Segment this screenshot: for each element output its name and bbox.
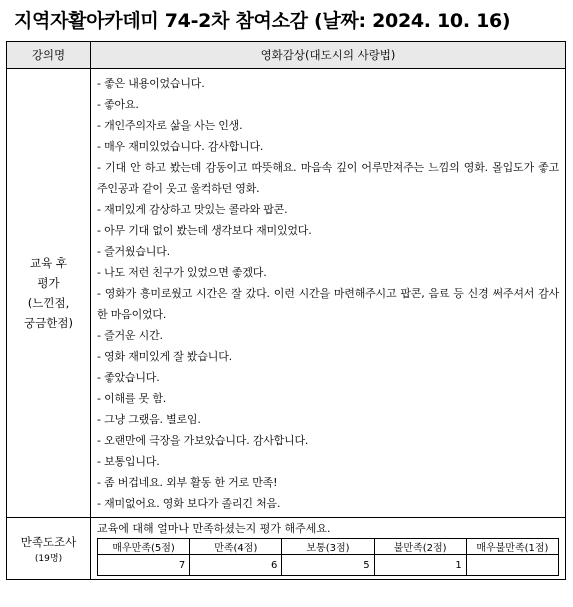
rating-header-row (98, 539, 559, 555)
comment-item: - 재미없어요. 영화 보다가 졸리긴 처음. (97, 497, 281, 510)
respondent-count: (19명) (34, 553, 63, 564)
lecture-title: 영화감상(대도시의 사랑법) (91, 42, 566, 69)
comment-item: - 영화가 흥미로웠고 시간은 잘 갔다. 이런 시간을 마련해주시고 팝콘, 음료 등 신경 써주셔서 감사한 마음이었다. (97, 287, 559, 321)
rating-header: 매우만족(5점) (98, 539, 190, 555)
comment-item: - 이해를 못 함. (97, 392, 167, 405)
satisfaction-label-text: 만족도조사 (20, 534, 77, 549)
comment-item: - 재미있게 감상하고 맛있는 콜라와 팝콘. (97, 203, 288, 216)
eval-label-line: 궁금한점) (24, 316, 73, 330)
comment-item: - 좀 버겁네요. 외부 활동 한 거로 만족! (97, 476, 278, 489)
evaluation-table (6, 41, 566, 580)
comment-item: - 즐거운 시간. (97, 329, 163, 342)
header-row (7, 42, 566, 69)
page-title: 지역자활아카데미 74-2차 참여소감 (날짜: 2024. 10. 16) (14, 10, 511, 32)
comment-item: - 나도 저런 친구가 있었으면 좋겠다. (97, 266, 267, 279)
rating-value-row (98, 555, 559, 576)
eval-label-line: 교육 후 (30, 256, 67, 270)
comments-list (91, 69, 566, 518)
eval-label-line: (느낀점, (27, 296, 70, 310)
rating-header: 만족(4점) (190, 539, 282, 555)
comment-item: - 보통입니다. (97, 455, 160, 468)
satisfaction-question: 교육에 대해 얼마나 만족하셨는지 평가 해주세요. (97, 522, 331, 535)
satisfaction-label (7, 518, 91, 580)
comment-item: - 매우 재미있었습니다. 감사합니다. (97, 140, 264, 153)
comment-item: - 좋은 내용이었습니다. (97, 77, 205, 90)
comment-item: - 그냥 그랬음. 별로임. (97, 413, 201, 426)
comment-item: - 좋아요. (97, 98, 139, 111)
comment-item: - 영화 재미있게 잘 봤습니다. (97, 350, 232, 363)
comment-item: - 개인주의자로 삶을 사는 인생. (97, 119, 243, 132)
rating-table (97, 538, 559, 576)
comment-item: - 오랜만에 극장을 가보았습니다. 감사합니다. (97, 434, 309, 447)
comment-item: - 아무 기대 없이 봤는데 생각보다 재미있었다. (97, 224, 312, 237)
comment-item: - 기대 안 하고 봤는데 감동이고 따뜻해요. 마음속 깊이 어루만져주는 느낌의 영화. 몰입도가 좋고 주인공과 같이 웃고 울컥하던 영화. (97, 161, 559, 195)
rating-value: 5 (282, 555, 374, 576)
rating-header: 보통(3점) (282, 539, 374, 555)
evaluation-label (7, 69, 91, 518)
rating-value (466, 555, 558, 576)
rating-header: 불만족(2점) (374, 539, 466, 555)
satisfaction-row (7, 518, 566, 580)
rating-header: 매우불만족(1점) (466, 539, 558, 555)
rating-value: 6 (190, 555, 282, 576)
lecture-name-header: 강의명 (7, 42, 91, 69)
eval-label-line: 평가 (37, 276, 60, 290)
comment-item: - 즐거웠습니다. (97, 245, 170, 258)
rating-value: 1 (374, 555, 466, 576)
satisfaction-cell (91, 518, 566, 580)
evaluation-row (7, 69, 566, 518)
rating-value: 7 (98, 555, 190, 576)
comment-item: - 좋았습니다. (97, 371, 160, 384)
